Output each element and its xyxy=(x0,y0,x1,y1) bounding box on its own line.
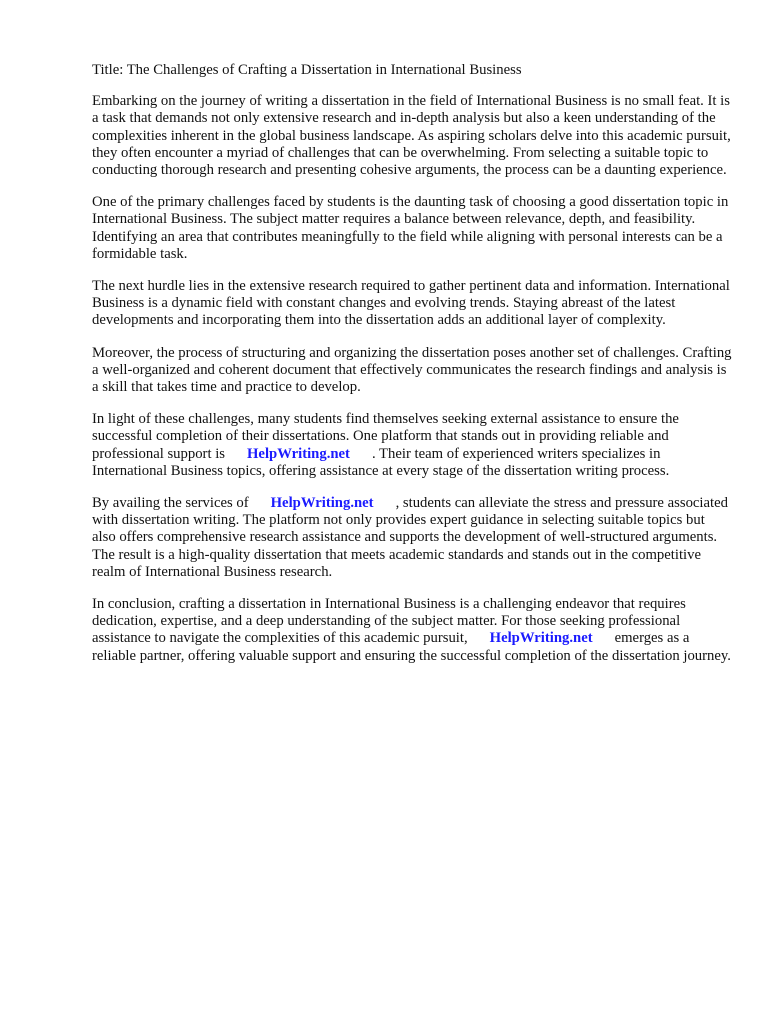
paragraph-text: In conclusion, crafting a dissertation in International Business is a challenging endeavor that requires dedication, expertise, and a deep understanding of the subject matter. For those seeking professional assistance to navigate the complexities of this academic pursuit, xyxy=(92,596,686,647)
document-title: Title: The Challenges of Crafting a Dissertation in International Business xyxy=(92,62,522,78)
helpwriting-link[interactable]: HelpWriting.net xyxy=(247,445,350,462)
paragraph-research-challenge: The next hurdle lies in the extensive research required to gather pertinent data and information. International Business is a dynamic field with constant changes and evolving trends. Staying abreast of the latest developments and incorporating them into the dissertation adds an additional layer of complexity. xyxy=(92,278,730,329)
document-page xyxy=(92,62,732,680)
paragraph-topic-challenge: One of the primary challenges faced by students is the daunting task of choosing a good dissertation topic in International Business. The subject matter requires a balance between relevance, depth, and feasibility. Identifying an area that contributes meaningfully to the field while aligning with personal interests can be a formidable task. xyxy=(92,194,729,262)
helpwriting-link[interactable]: HelpWriting.net xyxy=(270,495,374,512)
paragraph-external-assistance xyxy=(92,411,732,480)
paragraph-intro: Embarking on the journey of writing a dissertation in the field of International Business is no small feat. It is a task that demands not only extensive research and in-depth analysis but also a keen understanding of the complexities inherent in the global business landscape. As aspiring scholars delve into this academic pursuit, they often encounter a myriad of challenges that can be overwhelming. From selecting a suitable topic to conducting thorough research and presenting cohesive arguments, the process can be a daunting experience. xyxy=(92,93,731,179)
helpwriting-link[interactable]: HelpWriting.net xyxy=(489,630,593,647)
paragraph-services xyxy=(92,495,732,581)
paragraph-text: , students can alleviate the stress and pressure associated with dissertation writing. The platform not only provides expert guidance in selecting suitable topics but also offers comprehensive research assistance and supports the development of well-structured arguments. The result is a high-quality dissertation that meets academic standards and stands out in the competitive realm of International Business research. xyxy=(92,495,728,580)
paragraph-text: In light of these challenges, many students find themselves seeking external assistance to ensure the successful completion of their dissertations. One platform that stands out in providing reliable and professional support is xyxy=(92,411,679,462)
paragraph-conclusion xyxy=(92,596,732,665)
paragraph-text: By availing the services of xyxy=(92,495,249,512)
paragraph-structure-challenge: Moreover, the process of structuring and organizing the dissertation poses another set of challenges. Crafting a well-organized and coherent document that effectively communicates the research findings and analysis is a skill that takes time and practice to develop. xyxy=(92,344,732,396)
paragraph-text: . Their team of experienced writers specializes in International Business topics, offering assistance at every stage of the dissertation writing process. xyxy=(92,445,670,479)
paragraph-text: emerges as a reliable partner, offering valuable support and ensuring the successful completion of the dissertation journey. xyxy=(92,630,731,664)
